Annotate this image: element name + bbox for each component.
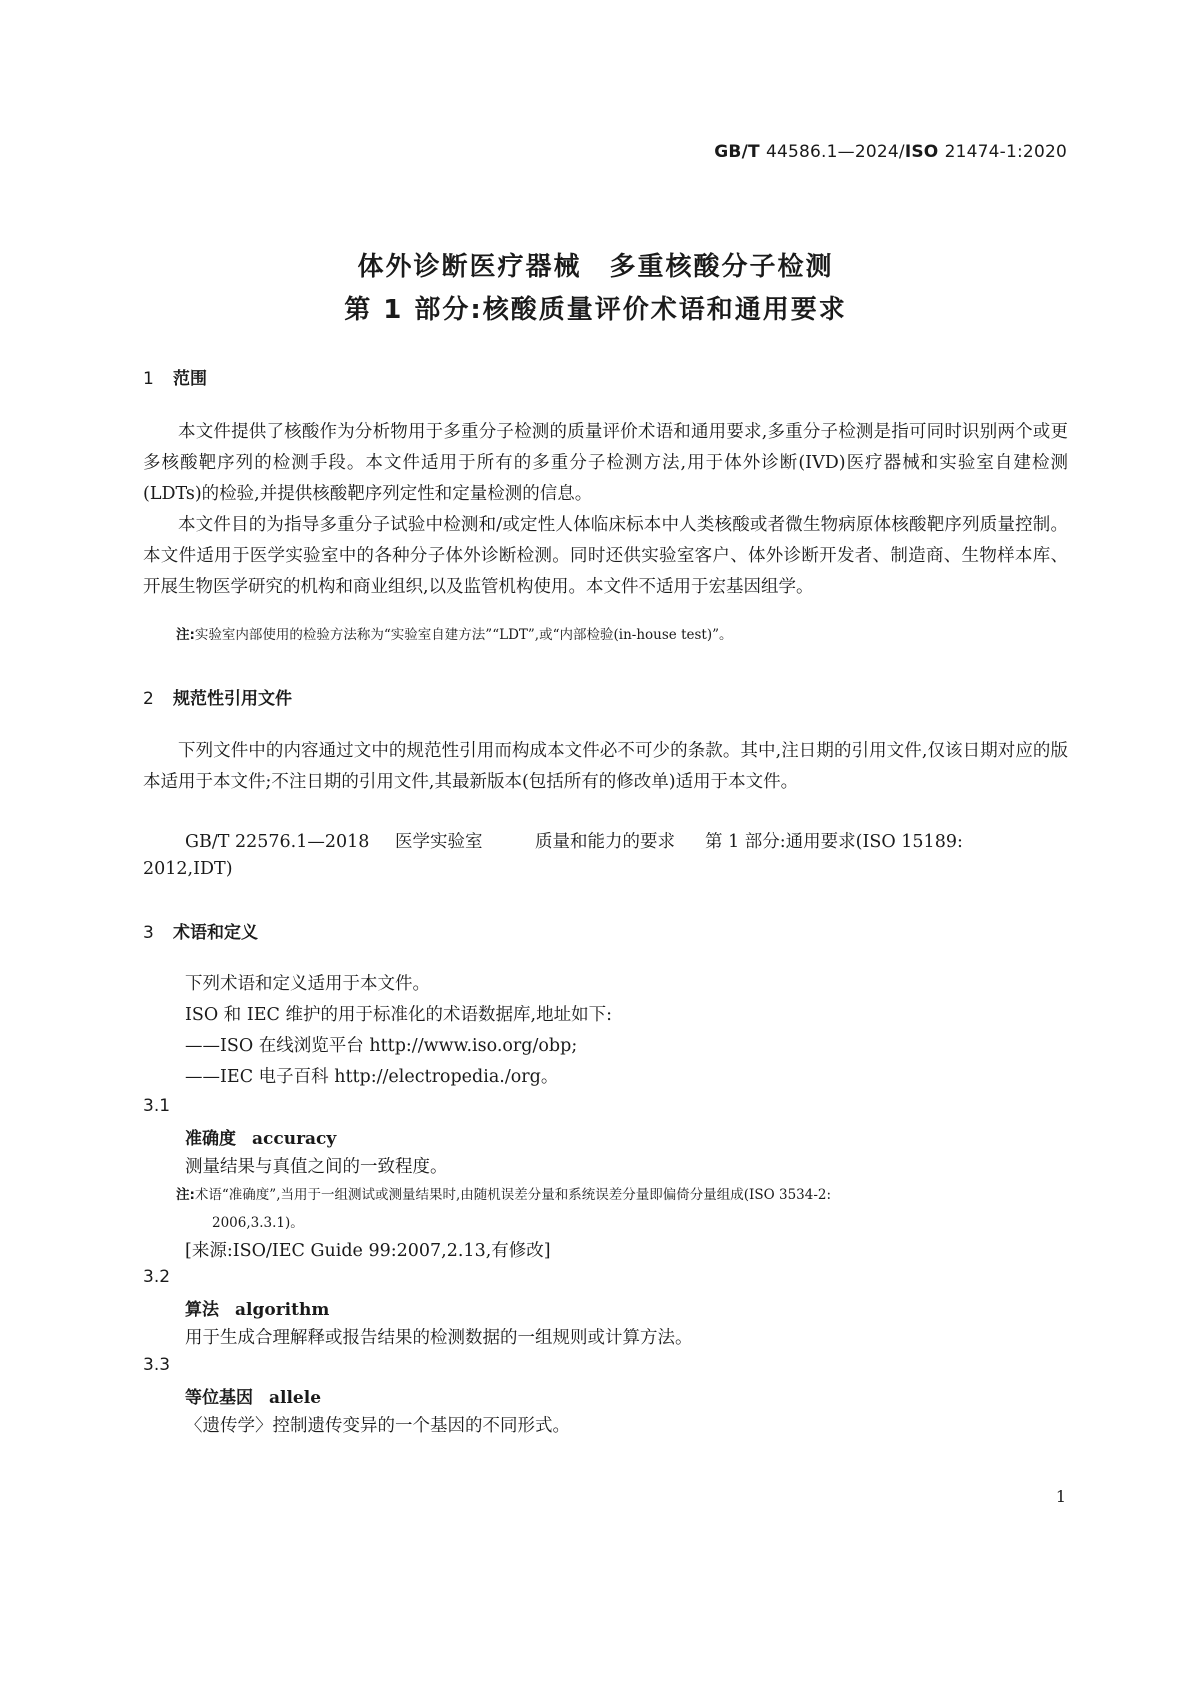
scope-note xyxy=(176,621,1076,649)
term-zh: 等位基因 xyxy=(185,1388,253,1408)
iso-number: 21474-1:2020 xyxy=(944,142,1067,162)
reference-title-1: 医学实验室 xyxy=(395,832,483,852)
terms-database-iso: ——ISO 在线浏览平台 http://www.iso.org/obp; xyxy=(185,1036,578,1056)
note-text: 实验室内部使用的检验方法称为“实验室自建方法”“LDT”,或“内部检验(in-house test)”。 xyxy=(194,627,733,643)
note-label: 注: xyxy=(176,1187,195,1203)
page-number: 1 xyxy=(1055,1487,1066,1506)
normative-reference-continuation: 2012,IDT) xyxy=(143,859,233,879)
terms-intro-1: 下列术语和定义适用于本文件。 xyxy=(185,974,430,994)
iso-prefix: ISO xyxy=(904,142,939,162)
document-title-line1: 体外诊断医疗器械 多重核酸分子检测 xyxy=(357,252,834,282)
section-number: 3 xyxy=(143,923,154,943)
document-title-line2: 第 1 部分:核酸质量评价术语和通用要求 xyxy=(344,295,847,325)
section-title: 术语和定义 xyxy=(173,923,258,943)
term-heading-accuracy xyxy=(185,1124,336,1149)
term-zh: 算法 xyxy=(185,1300,219,1320)
scope-paragraphs xyxy=(143,417,1068,603)
reference-title-3: 第 1 部分:通用要求(ISO 15189: xyxy=(705,832,963,852)
section-heading-terms xyxy=(143,918,258,943)
term-number: 3.1 xyxy=(143,1096,171,1116)
normative-reference xyxy=(185,828,1068,853)
scope-paragraph-2: 本文件目的为指导多重分子试验中检测和/或定性人体临床标本中人类核酸或者微生物病原体核酸靶序列质量控制。本文件适用于医学实验室中的各种分子体外诊断检测。同时还供实验室客户、体外诊断开发者、制造商、生物样本库、开展生物医学研究的机构和商业组织,以及监管机构使用。本文件不适用于宏基因组学。 xyxy=(143,515,1068,597)
section-heading-normative-references xyxy=(143,684,292,709)
scope-paragraph-1: 本文件提供了核酸作为分析物用于多重分子检测的质量评价术语和通用要求,多重分子检测是指可同时识别两个或更多核酸靶序列的检测手段。本文件适用于所有的多重分子检测方法,用于体外诊断(IVD)医疗器械和实验室自建检测(LDTs)的检验,并提供核酸靶序列定性和定量检测的信息。 xyxy=(143,422,1068,504)
term-heading-algorithm xyxy=(185,1295,329,1320)
section-title: 规范性引用文件 xyxy=(173,689,292,709)
note-label: 注: xyxy=(176,627,195,643)
standard-number: 44586.1—2024/ xyxy=(765,142,905,162)
normative-paragraph xyxy=(143,736,1068,798)
term-en: accuracy xyxy=(252,1129,337,1149)
term-note xyxy=(176,1181,1076,1237)
term-definition: 测量结果与真值之间的一致程度。 xyxy=(185,1157,448,1177)
term-en: allele xyxy=(269,1388,322,1408)
term-definition: 用于生成合理解释或报告结果的检测数据的一组规则或计算方法。 xyxy=(185,1328,693,1348)
standard-id: GB/T xyxy=(714,142,760,162)
section-number: 1 xyxy=(143,369,154,389)
section-heading-scope xyxy=(143,364,207,389)
term-definition: 〈遗传学〉控制遗传变异的一个基因的不同形式。 xyxy=(185,1416,570,1436)
note-continuation: 2006,3.3.1)。 xyxy=(212,1215,304,1231)
section-title: 范围 xyxy=(173,369,207,389)
terms-intro-2: ISO 和 IEC 维护的用于标准化的术语数据库,地址如下: xyxy=(185,1005,612,1025)
note-text: 术语“准确度”,当用于一组测试或测量结果时,由随机误差分量和系统误差分量即偏倚分量组成(ISO 3534-2: xyxy=(194,1187,832,1203)
normative-paragraph-text: 下列文件中的内容通过文中的规范性引用而构成本文件必不可少的条款。其中,注日期的引用文件,仅该日期对应的版本适用于本文件;不注日期的引用文件,其最新版本(包括所有的修改单)适用于本文件。 xyxy=(143,741,1068,792)
term-zh: 准确度 xyxy=(185,1129,236,1149)
reference-title-2: 质量和能力的要求 xyxy=(535,832,675,852)
reference-code: GB/T 22576.1—2018 xyxy=(185,832,370,852)
term-en: algorithm xyxy=(235,1300,330,1320)
term-source: [来源:ISO/IEC Guide 99:2007,2.13,有修改] xyxy=(185,1241,551,1261)
term-number: 3.2 xyxy=(143,1267,171,1287)
term-heading-allele xyxy=(185,1383,321,1408)
terms-database-iec: ——IEC 电子百科 http://electropedia./org。 xyxy=(185,1067,559,1087)
section-number: 2 xyxy=(143,689,154,709)
standard-header xyxy=(714,142,1067,162)
term-number: 3.3 xyxy=(143,1355,171,1375)
